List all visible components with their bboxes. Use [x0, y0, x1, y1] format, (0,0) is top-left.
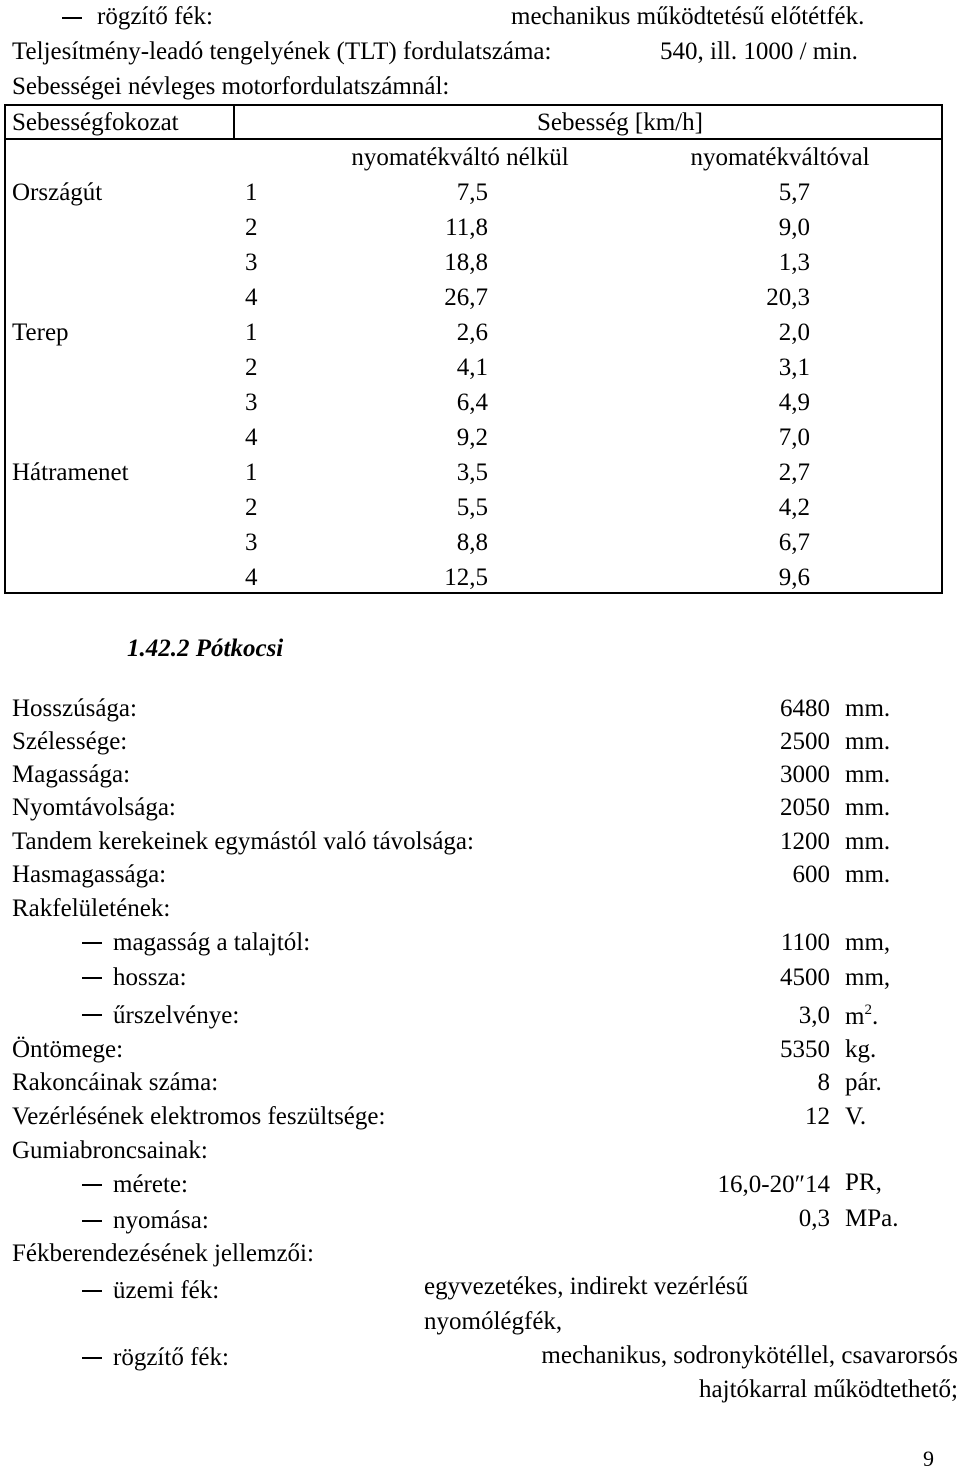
gear-cell: 2	[245, 354, 258, 381]
list-dash	[62, 17, 82, 19]
list-dash	[82, 1290, 102, 1292]
speed-cell: 5,5	[456, 494, 488, 521]
speed-cell: 5,7	[778, 179, 810, 206]
spec-label: Hasmagassága:	[12, 861, 167, 888]
gear-cell: 2	[245, 494, 258, 521]
speed-cell: 26,7	[444, 284, 488, 311]
spec-value: 12	[805, 1103, 830, 1130]
spec-unit-base: m	[845, 1003, 865, 1030]
spec-value: 16,0-20″14	[717, 1171, 830, 1198]
spec-label: Szélessége:	[12, 728, 128, 755]
spec-unit: kg.	[845, 1036, 877, 1063]
spec-value: hajtókarral működtethető;	[699, 1376, 958, 1403]
spec-label: Öntömege:	[12, 1036, 124, 1063]
group-label: Országút	[12, 179, 103, 206]
speed-cell: 9,6	[778, 564, 810, 591]
speed-cell: 8,8	[456, 529, 488, 556]
list-dash	[82, 1184, 102, 1186]
spec-value: 8	[817, 1069, 830, 1096]
spec-unit: mm.	[845, 828, 891, 855]
speed-cell: 9,2	[456, 424, 488, 451]
table-rule	[233, 104, 235, 138]
spec-value: 4500	[780, 964, 830, 991]
speed-cell: 2,7	[778, 459, 810, 486]
col-header-without: nyomatékváltó nélkül	[351, 144, 569, 171]
gear-cell: 4	[245, 424, 258, 451]
spec-label: Gumiabroncsainak:	[12, 1137, 208, 1164]
spec-label: Vezérlésének elektromos feszültsége:	[12, 1103, 386, 1130]
speed-cell: 4,9	[778, 389, 810, 416]
gear-cell: 4	[245, 284, 258, 311]
list-dash	[82, 942, 102, 944]
spec-unit: mm,	[845, 964, 891, 991]
spec-value: 3,0	[798, 1002, 830, 1029]
spec-label: Nyomtávolsága:	[12, 794, 176, 821]
spec-value: 3000	[780, 761, 830, 788]
spec-label: Tandem kerekeinek egymástól való távolsága:	[12, 828, 474, 855]
speed-cell: 7,5	[456, 179, 488, 206]
speed-cell: 2,0	[778, 319, 810, 346]
gear-cell: 1	[245, 179, 258, 206]
spec-unit: PR,	[845, 1169, 882, 1196]
gear-cell: 3	[245, 389, 258, 416]
spec-unit-tail: .	[871, 1003, 879, 1030]
speed-cell: 7,0	[778, 424, 810, 451]
group-label: Terep	[12, 319, 69, 346]
spec-label: űrszelvénye:	[113, 1002, 240, 1029]
speed-cell: 6,7	[778, 529, 810, 556]
spec-value: egyvezetékes, indirekt vezérlésű	[424, 1273, 749, 1300]
gear-cell: 1	[245, 459, 258, 486]
list-dash	[82, 1220, 102, 1222]
spec-unit: pár.	[845, 1069, 882, 1096]
speed-cell: 6,4	[456, 389, 488, 416]
gear-cell: 3	[245, 249, 258, 276]
speed-cell: 4,2	[778, 494, 810, 521]
gear-cell: 3	[245, 529, 258, 556]
spec-unit: mm,	[845, 929, 891, 956]
gear-cell: 4	[245, 564, 258, 591]
spec-unit: mm.	[845, 794, 891, 821]
spec-value: mechanikus, sodronykötéllel, csavarorsós	[541, 1342, 958, 1369]
spec-value: 1100	[780, 929, 830, 956]
spec-unit: mm.	[845, 761, 891, 788]
spec-label: magasság a talajtól:	[113, 929, 311, 956]
speed-cell: 4,1	[456, 354, 488, 381]
spec-unit: mm.	[845, 728, 891, 755]
spec-unit: mm.	[845, 695, 891, 722]
spec-unit: MPa.	[845, 1205, 899, 1232]
speed-cell: 20,3	[766, 284, 810, 311]
speed-cell: 3,1	[778, 354, 810, 381]
group-label: Hátramenet	[12, 459, 129, 486]
spec-unit: mm.	[845, 861, 891, 888]
speed-cell: 12,5	[444, 564, 488, 591]
spec-value: 6480	[780, 695, 830, 722]
col-header-gear: Sebességfokozat	[12, 109, 179, 136]
speed-cell: 2,6	[456, 319, 488, 346]
section-heading: 1.42.2 Pótkocsi	[127, 635, 284, 662]
speeds-intro: Sebességei névleges motorfordulatszámnál:	[12, 73, 450, 100]
spec-value: 1200	[780, 828, 830, 855]
list-dash	[82, 977, 102, 979]
spec-unit	[845, 1003, 878, 1029]
col-header-speed: Sebesség [km/h]	[537, 109, 703, 136]
speed-cell: 9,0	[778, 214, 810, 241]
fixed-brake-label: rögzítő fék:	[97, 3, 213, 30]
spec-label: Fékberendezésének jellemzői:	[12, 1240, 314, 1267]
spec-label: rögzítő fék:	[113, 1344, 229, 1371]
spec-label: hossza:	[113, 964, 187, 991]
spec-value: 0,3	[798, 1205, 830, 1232]
spec-label: Rakoncáinak száma:	[12, 1069, 219, 1096]
spec-label: Rakfelületének:	[12, 895, 171, 922]
col-header-with: nyomatékváltóval	[690, 144, 870, 171]
spec-unit-exponent: 2	[864, 1002, 872, 1018]
spec-label: üzemi fék:	[113, 1277, 220, 1304]
list-dash	[82, 1357, 102, 1359]
spec-value: 2050	[780, 794, 830, 821]
speed-cell: 11,8	[445, 214, 488, 241]
page-number: 9	[923, 1446, 934, 1471]
spec-unit: V.	[845, 1103, 867, 1130]
spec-value: 600	[792, 861, 830, 888]
speed-cell: 1,3	[778, 249, 810, 276]
table-rule	[4, 138, 943, 140]
spec-value: nyomólégfék,	[424, 1308, 563, 1335]
spec-label: Hosszúsága:	[12, 695, 137, 722]
spec-label: nyomása:	[113, 1207, 209, 1234]
pto-value: 540, ill. 1000 / min.	[660, 38, 858, 65]
spec-label: Magassága:	[12, 761, 131, 788]
speed-cell: 18,8	[444, 249, 488, 276]
fixed-brake-value: mechanikus működtetésű előtétfék.	[511, 3, 865, 30]
gear-cell: 2	[245, 214, 258, 241]
spec-value: 5350	[780, 1036, 830, 1063]
gear-cell: 1	[245, 319, 258, 346]
list-dash	[82, 1014, 102, 1016]
speed-cell: 3,5	[456, 459, 488, 486]
pto-label: Teljesítmény-leadó tengelyének (TLT) fordulatszáma:	[12, 38, 552, 65]
spec-label: mérete:	[113, 1171, 188, 1198]
spec-value: 2500	[780, 728, 830, 755]
